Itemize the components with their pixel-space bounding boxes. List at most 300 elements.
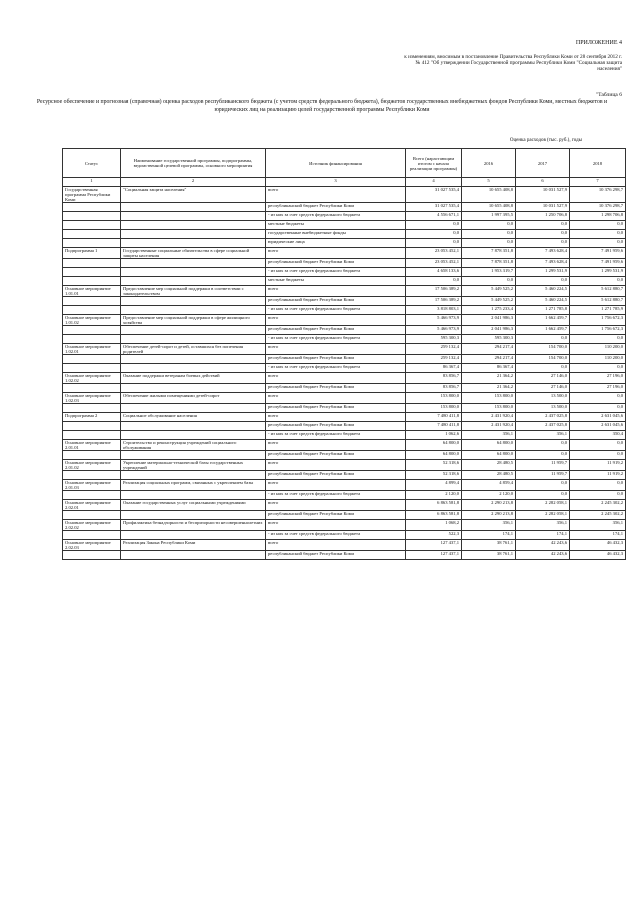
row-value: 153 800,0 [462,404,516,413]
row-name [121,277,266,286]
row-source: - из них за счет средств федерального бюджета [266,306,406,315]
row-value: 7 491 959,6 [570,259,626,268]
table-header-row [63,149,626,178]
row-value: 42 243,6 [516,551,570,560]
row-value: 0,0 [516,230,570,239]
row-value: 17 506 389,2 [406,286,462,297]
row-value: 1 250 706,8 [516,212,570,221]
col-num: 6 [516,178,570,187]
row-name [121,384,266,393]
row-status [63,404,121,413]
row-value: 38 761,1 [462,540,516,551]
row-status [63,239,121,248]
row-value: 0,0 [570,440,626,451]
col-num: 5 [462,178,516,187]
row-source: - из них за счет средств федерального бюджета [266,268,406,277]
row-value: 1 299 531,9 [516,268,570,277]
row-value: 0,0 [570,364,626,373]
row-source: республиканский бюджет Республики Коми [266,259,406,268]
row-source: республиканский бюджет Республики Коми [266,422,406,431]
row-value: 154 700,0 [516,355,570,364]
row-value: 5 449 525,2 [462,297,516,306]
row-status [63,306,121,315]
row-value: 7 878 351,8 [462,259,516,268]
row-value: 5 460 224,5 [516,297,570,306]
row-name: Предоставление мер социальной поддержки в сфере жилищного хозяйства [121,315,266,326]
row-value: 52 318,6 [406,471,462,480]
row-value: 1 299 531,9 [570,268,626,277]
row-value: 5 449 525,2 [462,286,516,297]
row-source: республиканский бюджет Республики Коми [266,297,406,306]
row-value: 2 041 986,3 [462,315,516,326]
row-value: 46 432,3 [570,551,626,560]
row-status: Подпрограмма 2 [63,413,121,422]
row-status [63,355,121,364]
row-value: 153 800,0 [406,404,462,413]
row-value: 0,0 [570,277,626,286]
row-name [121,268,266,277]
row-name [121,335,266,344]
row-value: 0,0 [406,277,462,286]
row-value: 86 367,4 [462,364,516,373]
row-source: всего [266,393,406,404]
row-value: 10 376 298,7 [570,203,626,212]
row-name: Обеспечение детей-сирот и детей, оставшихся без попечения родителей [121,344,266,355]
row-name [121,212,266,221]
row-value: 294 217,4 [462,355,516,364]
row-value: 0,0 [516,451,570,460]
row-value: 13 500,0 [516,393,570,404]
row-value: 5 460 224,5 [516,286,570,297]
row-name: Обеспечение жилыми помещениями детей-сирот [121,393,266,404]
row-value: 3 818 803,1 [406,306,462,315]
row-value: 1 275 233,4 [462,306,516,315]
row-value: 0,0 [570,335,626,344]
row-source: всего [266,373,406,384]
row-status [63,230,121,239]
row-value: 259 132,4 [406,355,462,364]
row-value: 2 041 986,3 [462,326,516,335]
row-value: 7 493 628,4 [516,259,570,268]
row-value: 0,0 [570,230,626,239]
table-row [63,373,626,384]
col-num: 4 [406,178,462,187]
table-row [63,440,626,451]
row-value: 28 480,5 [462,460,516,471]
row-value: 10 031 527,9 [516,203,570,212]
row-value: 154 700,0 [516,344,570,355]
row-value: 4 658 133,6 [406,268,462,277]
row-name: Строительство и реконструкция учреждений социального обслуживания [121,440,266,451]
row-value: 0,0 [462,239,516,248]
row-status [63,511,121,520]
row-value: 2 282 058,1 [516,500,570,511]
row-value: 10 376 298,7 [570,187,626,203]
row-value: 21 364,2 [462,373,516,384]
row-value: 64 800,0 [462,440,516,451]
row-source: республиканский бюджет Республики Коми [266,326,406,335]
row-value: 1 062,6 [406,431,462,440]
row-source: - из них за счет средств федерального бюджета [266,531,406,540]
document-heading: Ресурсное обеспечение и прогнозная (справочная) оценка расходов республиканского бюджета (с учетом средств федерального бюджета), бюджетов государственных внебюджетных фондов Республики Коми, местных бюджетов и юридических лиц на реализацию целей государственной программы Республики Коми [36,99,608,113]
row-status: Основное мероприятие 1.01.01 [63,286,121,297]
row-name [121,355,266,364]
table-row [63,326,626,335]
row-value: 52 318,6 [406,460,462,471]
row-value: 1 662 459,7 [516,326,570,335]
row-value: 0,0 [516,440,570,451]
row-value: 1 271 785,8 [516,306,570,315]
row-source: - из них за счет средств федерального бюджета [266,212,406,221]
row-value: 4 899,4 [406,480,462,491]
row-value: 4 859,4 [462,480,516,491]
row-value: 2 245 302,2 [570,500,626,511]
row-value: 0,0 [406,221,462,230]
row-value: 7 493 628,4 [516,248,570,259]
appendix-label: ПРИЛОЖЕНИЕ 4 [575,40,622,46]
row-value: 2 437 025,8 [516,413,570,422]
row-name [121,431,266,440]
row-name [121,203,266,212]
row-status [63,277,121,286]
row-source: республиканский бюджет Республики Коми [266,203,406,212]
table-row [63,451,626,460]
row-value: 21 364,2 [462,384,516,393]
row-value: 2 245 302,2 [570,511,626,520]
table-row [63,315,626,326]
table-row [63,471,626,480]
row-value: 595 300,3 [462,335,516,344]
row-status: Подпрограмма 1 [63,248,121,259]
row-status [63,471,121,480]
table-row [63,540,626,551]
resource-table [62,148,626,560]
row-value: 174,1 [516,531,570,540]
table-row [63,431,626,440]
row-value: 174,1 [462,531,516,540]
row-value: 86 367,4 [406,364,462,373]
units-caption: Оценка расходов (тыс. руб.), годы [509,138,582,143]
row-value: 6 863 581,8 [406,511,462,520]
row-value: 4 556 671,1 [406,212,462,221]
row-status: Основное мероприятие 2.02.01 [63,500,121,511]
row-status [63,335,121,344]
row-value: 0,0 [570,451,626,460]
col-2017: 2017 [516,149,570,178]
row-value: 1 271 785,9 [570,306,626,315]
row-source: республиканский бюджет Республики Коми [266,451,406,460]
row-value: 0,0 [462,221,516,230]
row-name: Социальное обслуживание населения [121,413,266,422]
row-value: 7 480 411,8 [406,413,462,422]
row-status: Основное мероприятие 1.02.03 [63,393,121,404]
row-source: местные бюджеты [266,277,406,286]
table-row [63,187,626,203]
row-value: 153 800,0 [462,393,516,404]
row-status: Основное мероприятие 1.02.02 [63,373,121,384]
row-source: - из них за счет средств федерального бюджета [266,364,406,373]
row-value: 11 959,7 [516,460,570,471]
row-value: 0,0 [516,335,570,344]
table-row [63,277,626,286]
table-row [63,335,626,344]
row-name: Профилактика безнадзорности и беспризорности несовершеннолетних [121,520,266,531]
table-row [63,531,626,540]
row-status [63,551,121,560]
row-name: Укрепление материально-технической базы государственных учреждений [121,460,266,471]
row-status: Основное мероприятие 1.01.02 [63,315,121,326]
table-row [63,384,626,393]
row-value: 2 120,0 [406,491,462,500]
row-name [121,531,266,540]
row-value: 110 200,0 [570,344,626,355]
row-value: 0,0 [516,277,570,286]
row-value: 64 800,0 [406,440,462,451]
row-value: 522,3 [406,531,462,540]
row-source: государственные внебюджетные фонды [266,230,406,239]
row-value: 46 432,3 [570,540,626,551]
row-value: 356,1 [516,431,570,440]
table-row [63,248,626,259]
col-2018: 2018 [570,149,626,178]
row-status [63,431,121,440]
row-value: 0,0 [516,221,570,230]
row-value: 0,0 [570,480,626,491]
row-source: республиканский бюджет Республики Коми [266,384,406,393]
row-value: 17 506 389,2 [406,297,462,306]
row-value: 27 146,0 [516,384,570,393]
row-status [63,422,121,431]
row-value: 2 290 213,8 [462,500,516,511]
row-value: 83 856,7 [406,384,462,393]
row-status: Основное мероприятие 2.01.03 [63,480,121,491]
table-row [63,297,626,306]
row-value: 0,0 [406,230,462,239]
row-value: 294 217,4 [462,344,516,355]
table-row [63,306,626,315]
row-value: 0,0 [570,239,626,248]
row-name [121,239,266,248]
row-value: 11 919,2 [570,460,626,471]
row-value: 259 132,4 [406,344,462,355]
row-status [63,364,121,373]
row-value: 0,0 [570,393,626,404]
row-value: 28 480,5 [462,471,516,480]
column-number-row [63,178,626,187]
row-status [63,531,121,540]
table-row [63,480,626,491]
row-value: 1 756 672,3 [570,315,626,326]
row-name [121,297,266,306]
row-name: Государственные социальные обязательства в сфере социальной защиты населения [121,248,266,259]
table-row [63,520,626,531]
col-num: 7 [570,178,626,187]
row-value: 5 466 973,9 [406,315,462,326]
row-value: 23 053 452,1 [406,259,462,268]
row-source: - из них за счет средств федерального бюджета [266,335,406,344]
row-source: республиканский бюджет Республики Коми [266,511,406,520]
row-value: 0,0 [516,239,570,248]
row-name [121,451,266,460]
row-name [121,326,266,335]
col-num: 1 [63,178,121,187]
row-value: 0,0 [462,230,516,239]
table-row [63,230,626,239]
row-value: 2 631 045,6 [570,422,626,431]
col-num: 2 [121,178,266,187]
col-source: Источник финансирования [266,149,406,178]
row-status [63,268,121,277]
row-value: 2 282 058,1 [516,511,570,520]
table-row [63,286,626,297]
row-source: всего [266,520,406,531]
table-row [63,460,626,471]
row-name: "Социальная защита населения" [121,187,266,203]
row-name [121,230,266,239]
row-name: Предоставление мер социальной поддержки в соответствии с законодательством [121,286,266,297]
row-source: республиканский бюджет Республики Коми [266,471,406,480]
row-status: Основное мероприятие 1.02.01 [63,344,121,355]
row-value: 0,0 [406,239,462,248]
table-row [63,259,626,268]
col-2016: 2016 [462,149,516,178]
table-row [63,393,626,404]
row-status: Основное мероприятие 2.02.02 [63,520,121,531]
row-source: всего [266,460,406,471]
row-value: 0,0 [570,404,626,413]
row-value: 127 437,1 [406,540,462,551]
row-value: 10 655 408,8 [462,203,516,212]
table-row [63,500,626,511]
row-value: 31 027 535,4 [406,203,462,212]
row-value: 7 491 959,6 [570,248,626,259]
row-name: Реализация социальных программ, связанных с укреплением базы [121,480,266,491]
row-value: 10 655 408,8 [462,187,516,203]
row-value: 0,0 [516,364,570,373]
row-value: 6 863 581,8 [406,500,462,511]
table-row [63,239,626,248]
row-value: 1 997 395,5 [462,212,516,221]
row-value: 2 437 025,8 [516,422,570,431]
row-name [121,364,266,373]
col-name: Наименование государственной программы, подпрограммы, ведомственной целевой программы, основного мероприятия [121,149,266,178]
row-status [63,212,121,221]
table-row [63,422,626,431]
row-status [63,326,121,335]
row-value: 27 196,0 [570,384,626,393]
row-value: 1 953 319,7 [462,268,516,277]
row-name: Оказание государственных услуг социальными учреждениями [121,500,266,511]
col-status: Статус [63,149,121,178]
row-value: 42 243,6 [516,540,570,551]
row-value: 174,1 [570,531,626,540]
row-source: всего [266,315,406,326]
table-row [63,355,626,364]
row-name [121,259,266,268]
row-name [121,551,266,560]
row-value: 127 437,1 [406,551,462,560]
row-name [121,422,266,431]
row-status: Государственная программа Республики Коми [63,187,121,203]
row-status [63,221,121,230]
row-value: 83 856,7 [406,373,462,384]
table-row [63,413,626,422]
row-source: республиканский бюджет Республики Коми [266,551,406,560]
table-row [63,221,626,230]
table-row [63,203,626,212]
row-value: 0,0 [516,480,570,491]
row-source: республиканский бюджет Республики Коми [266,355,406,364]
row-value: 11 959,7 [516,471,570,480]
row-value: 356,1 [462,431,516,440]
row-name [121,511,266,520]
row-value: 10 031 527,9 [516,187,570,203]
row-value: 64 800,0 [462,451,516,460]
table-row [63,364,626,373]
row-value: 0,0 [462,277,516,286]
row-source: всего [266,500,406,511]
row-value: 38 761,1 [462,551,516,560]
row-value: 5 466 973,9 [406,326,462,335]
row-source: всего [266,344,406,355]
row-name: Оказание поддержки ветеранам боевых действий [121,373,266,384]
row-source: всего [266,286,406,297]
row-value: 595 300,3 [406,335,462,344]
row-value: 13 500,0 [516,404,570,413]
row-source: всего [266,248,406,259]
row-name [121,221,266,230]
row-value: 31 027 535,4 [406,187,462,203]
row-name: Реализация Закона Республики Коми [121,540,266,551]
row-name [121,404,266,413]
row-value: 356,1 [570,520,626,531]
row-status [63,297,121,306]
row-name [121,306,266,315]
row-status [63,491,121,500]
row-status: Основное мероприятие 2.01.02 [63,460,121,471]
row-value: 153 800,0 [406,393,462,404]
row-value: 5 612 880,7 [570,297,626,306]
row-value: 2 290 213,8 [462,511,516,520]
row-value: 356,1 [516,520,570,531]
row-value: 356,1 [462,520,516,531]
row-status [63,384,121,393]
row-source: - из них за счет средств федерального бюджета [266,491,406,500]
row-status [63,203,121,212]
row-value: 2 631 045,6 [570,413,626,422]
row-value: 1 756 672,3 [570,326,626,335]
row-value: 2 431 920,4 [462,422,516,431]
row-status [63,259,121,268]
row-source: всего [266,187,406,203]
row-source: всего [266,413,406,422]
row-value: 1 068,2 [406,520,462,531]
table-row [63,268,626,277]
row-value: 11 919,2 [570,471,626,480]
col-num: 3 [266,178,406,187]
row-value: 64 800,0 [406,451,462,460]
row-source: местные бюджеты [266,221,406,230]
table-row [63,511,626,520]
row-name [121,471,266,480]
col-total: Всего (нарастающим итогом с начала реализации программы) [406,149,462,178]
table-row [63,404,626,413]
row-value: 5 612 880,7 [570,286,626,297]
row-value: 1 662 459,7 [516,315,570,326]
table-label: "Таблица 6 [595,92,622,98]
row-value: 2 431 920,4 [462,413,516,422]
row-value: 350,4 [570,431,626,440]
